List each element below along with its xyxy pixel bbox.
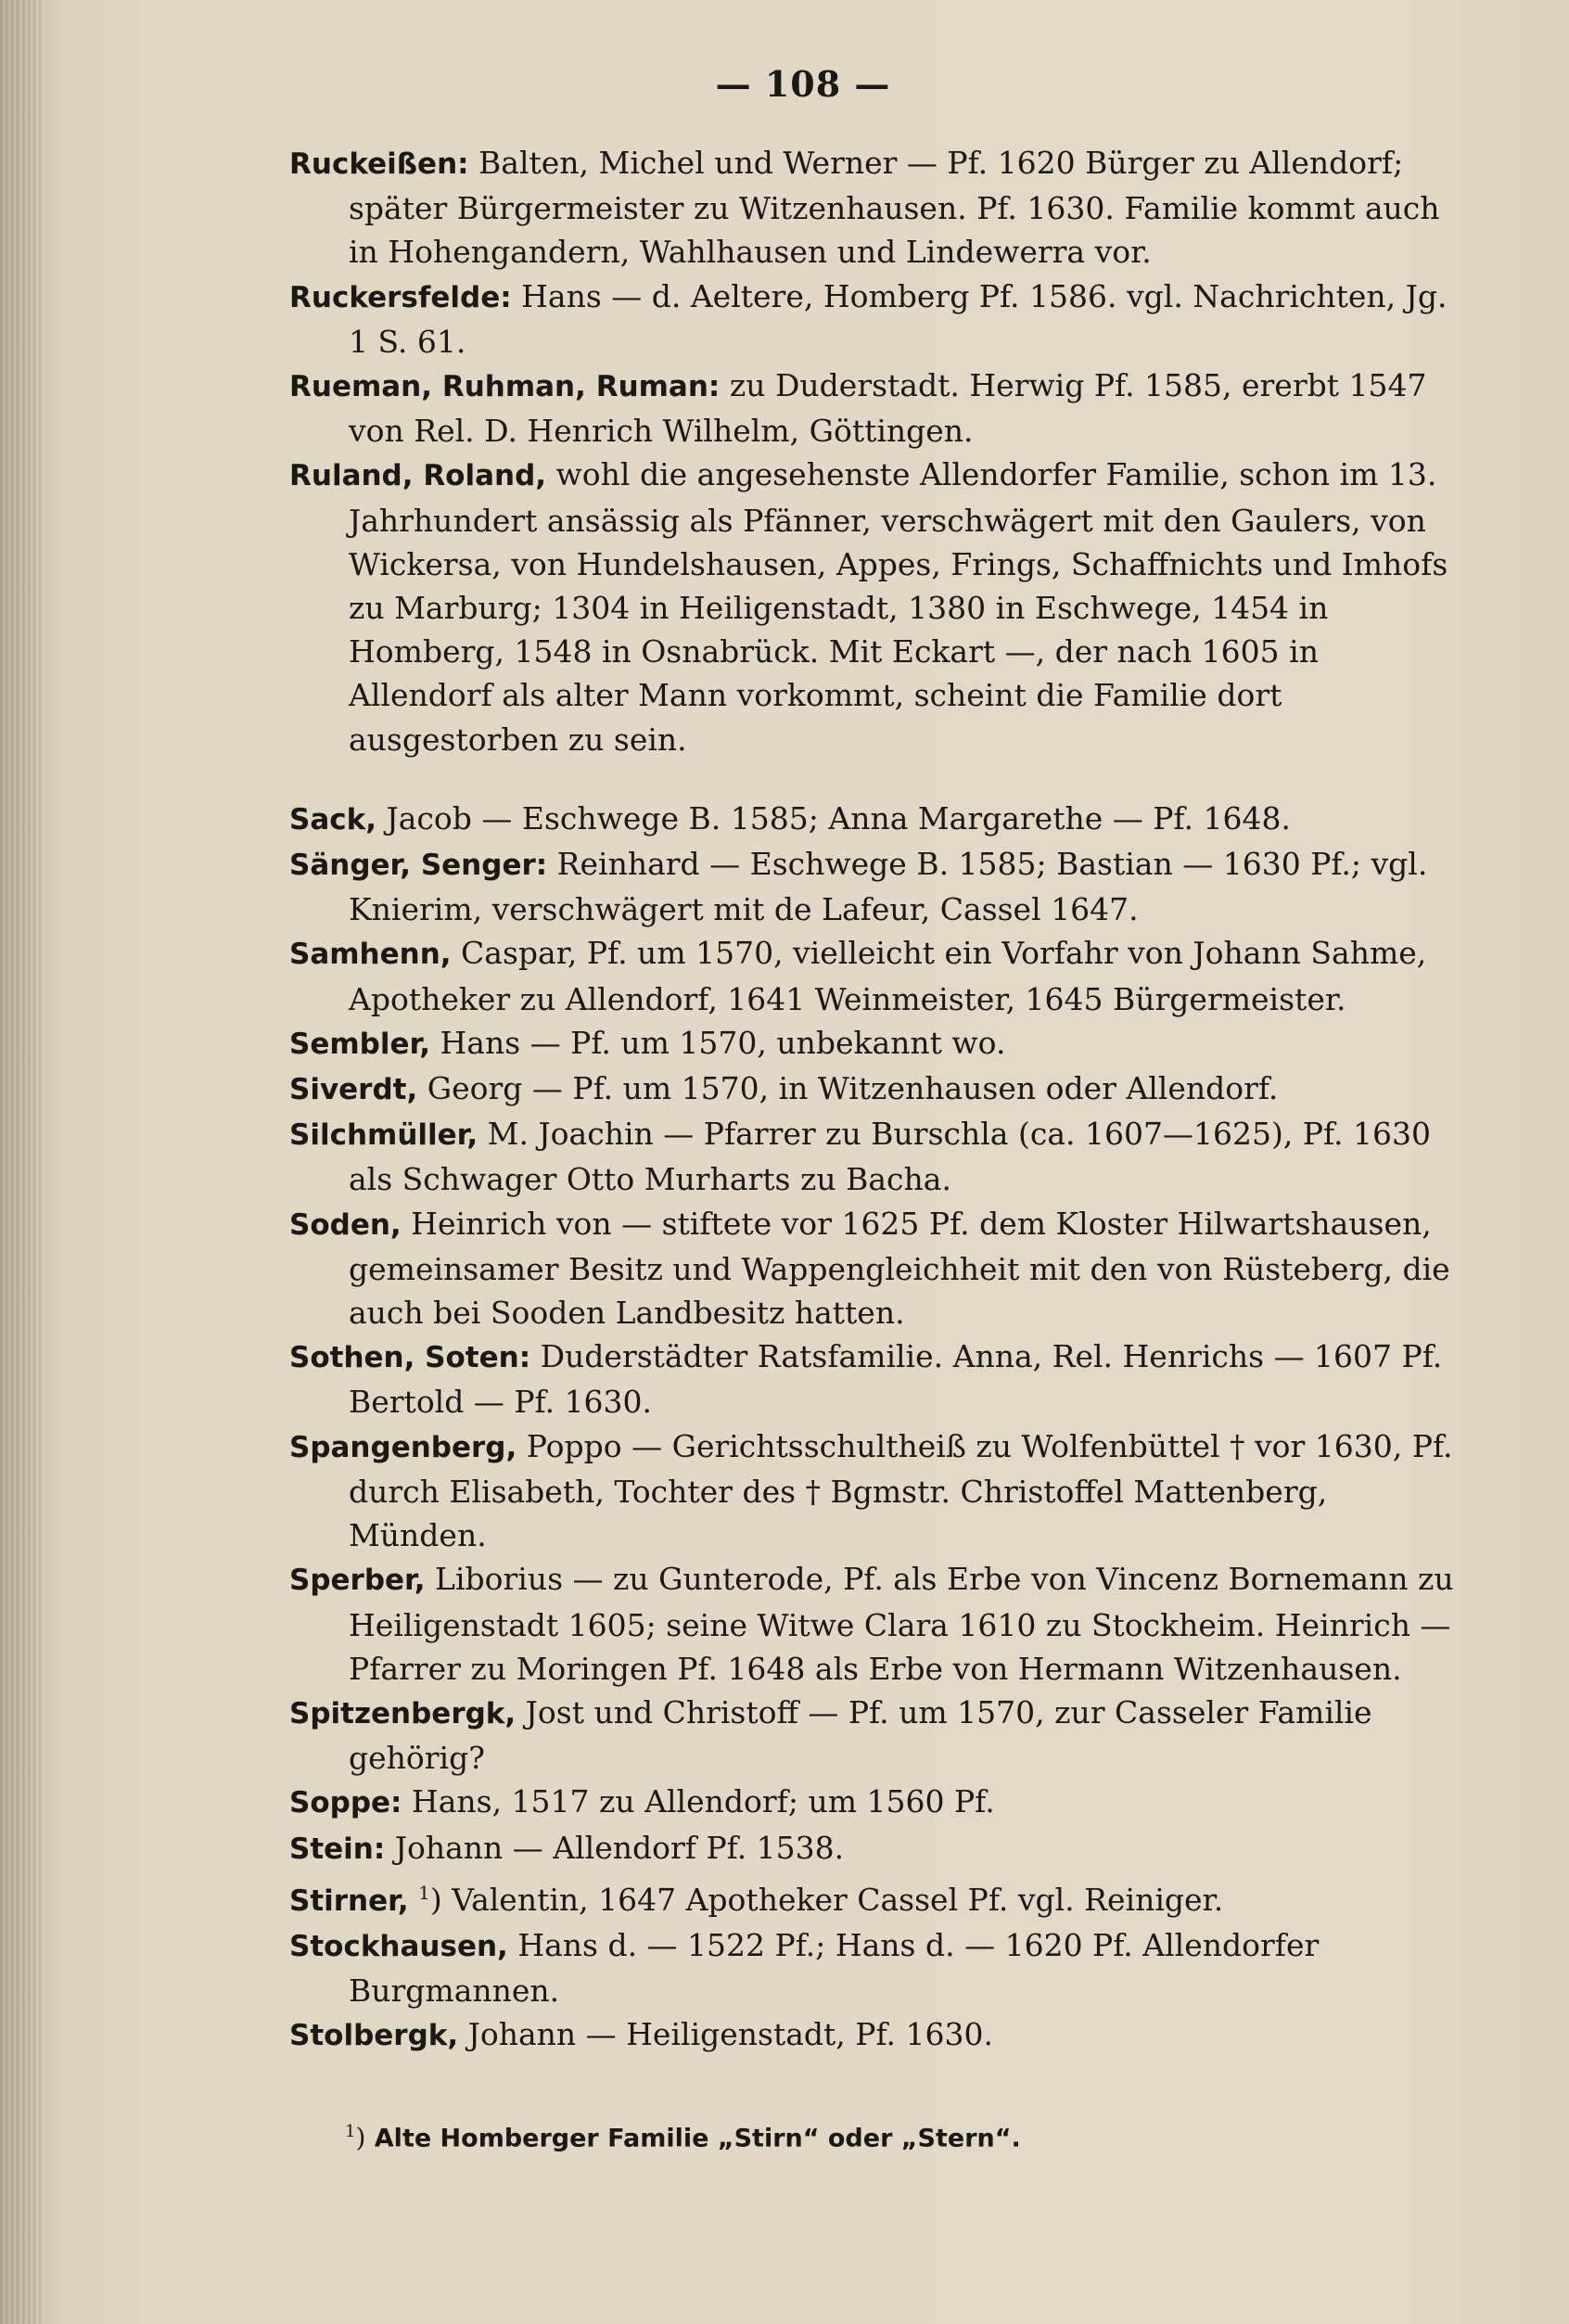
entry-body: Balten, Michel und Werner — Pf. 1620 Bürger zu Allendorf; später Bürgermeister zu Witzenhausen. Pf. 1630. Familie kommt auch in Hohengandern, Wahlhausen und Lindewerra vor.	[349, 145, 1440, 271]
entry-saenger	[289, 842, 1467, 931]
footnote-mark: 1	[345, 2122, 356, 2141]
entry-body: M. Joachin — Pfarrer zu Burschla (ca. 1607—1625), Pf. 1630 als Schwager Otto Murharts zu Bacha.	[349, 1116, 1432, 1198]
entry-body: Jacob — Eschwege B. 1585; Anna Margarethe — Pf. 1648.	[376, 799, 1291, 836]
entry-sothen	[289, 1334, 1467, 1424]
entry-stein	[289, 1826, 1467, 1871]
entry-body: Hans — Pf. um 1570, unbekannt wo.	[430, 1024, 1006, 1061]
entry-head: Ruckersfelde:	[289, 280, 512, 314]
entry-siverdt	[289, 1066, 1467, 1112]
entry-head: Stirner,	[289, 1883, 409, 1918]
footnote-text: Alte Homberger Familie „Stirn“ oder „Stern“.	[365, 2124, 1021, 2153]
entry-ruckeissen	[289, 141, 1467, 275]
entry-head: Siverdt,	[289, 1073, 418, 1107]
entry-stirner	[289, 1871, 1467, 1923]
entry-sack	[289, 797, 1467, 842]
entry-head: Samhenn,	[289, 938, 452, 972]
entry-head: Stein:	[289, 1832, 386, 1866]
entry-head: Spangenberg,	[289, 1430, 517, 1464]
entry-head: Stolbergk,	[289, 2019, 459, 2053]
entry-body: Hans — d. Aeltere, Homberg Pf. 1586. vgl. Nachrichten, Jg. 1 S. 61.	[349, 277, 1448, 360]
entry-head: Ruland, Roland,	[289, 459, 547, 493]
entry-body: Jost und Christoff — Pf. um 1570, zur Casseler Familie gehörig?	[349, 1693, 1372, 1777]
entry-rueman	[289, 364, 1467, 453]
entry-body: Duderstädter Ratsfamilie. Anna, Rel. Henrichs — 1607 Pf. Bertold — Pf. 1630.	[349, 1338, 1443, 1421]
entry-head: Soden,	[289, 1207, 402, 1242]
entry-body: Johann — Allendorf Pf. 1538.	[385, 1829, 845, 1866]
entry-head: Rueman, Ruhman, Ruman:	[289, 370, 721, 404]
entry-head: Sembler,	[289, 1027, 431, 1061]
entry-spangenberg	[289, 1424, 1467, 1558]
entry-body: Heinrich von — stiftete vor 1625 Pf. dem Kloster Hilwartshausen, gemeinsamer Besitz und Wappengleichheit mit den von Rüsteberg, die auch bei Sooden Landbesitz hatten.	[349, 1205, 1450, 1332]
entry-spitzenbergk	[289, 1691, 1467, 1780]
entry-body: zu Duderstadt. Herwig Pf. 1585, ererbt 1547 von Rel. D. Henrich Wilhelm, Göttingen.	[349, 367, 1427, 450]
entry-head: Sothen, Soten:	[289, 1341, 531, 1375]
entry-head: Sänger, Senger:	[289, 849, 548, 883]
entry-samhenn	[289, 931, 1467, 1020]
entry-soppe	[289, 1780, 1467, 1825]
entry-body: ) Valentin, 1647 Apotheker Cassel Pf. vgl. Reiniger.	[429, 1881, 1224, 1918]
entry-body: Georg — Pf. um 1570, in Witzenhausen oder Allendorf.	[417, 1070, 1279, 1107]
entry-body: Liborius — zu Gunterode, Pf. als Erbe von Vincenz Bornemann zu Heiligenstadt 1605; seine Witwe Clara 1610 zu Stockheim. Heinrich — Pfarrer zu Moringen Pf. 1648 als Erbe von Hermann Witzenhausen.	[349, 1561, 1454, 1687]
entry-body: Johann — Heiligenstadt, Pf. 1630.	[458, 2016, 993, 2053]
entry-head: Soppe:	[289, 1786, 402, 1820]
entry-ruckersfelde	[289, 275, 1467, 364]
entry-body: Hans d. — 1522 Pf.; Hans d. — 1620 Pf. Allendorfer Burgmannen.	[349, 1926, 1320, 2010]
entry-ruland	[289, 453, 1467, 760]
entry-stolbergk	[289, 2012, 1467, 2058]
entry-head: Sperber,	[289, 1564, 426, 1598]
entry-head: Silchmüller,	[289, 1118, 478, 1153]
entry-body-before	[409, 1882, 419, 1918]
entry-silchmueller	[289, 1112, 1467, 1201]
entry-body: Poppo — Gerichtsschultheiß zu Wolfenbüttel † vor 1630, Pf. durch Elisabeth, Tochter des † Bgmstr. Christoffel Mattenberg, Münden.	[349, 1427, 1453, 1554]
entry-stockhausen	[289, 1923, 1467, 2012]
entry-body: Caspar, Pf. um 1570, vielleicht ein Vorfahr von Johann Sahme, Apotheker zu Allendorf, 1641 Weinmeister, 1645 Bürgermeister.	[349, 935, 1427, 1017]
page-number: — 108 —	[715, 63, 891, 105]
entry-body: Hans, 1517 zu Allendorf; um 1560 Pf.	[402, 1783, 995, 1820]
entry-list	[289, 141, 1467, 2059]
entry-sperber	[289, 1557, 1467, 1691]
entry-head: Ruckeißen:	[289, 147, 469, 181]
entry-body: wohl die angesehenste Allendorfer Familie, schon im 13. Jahrhundert ansässig als Pfänner, verschwägert mit den Gaulers, von Wickersa, von Hundelshausen, Appes, Frings, Schaffnichts und Imhofs zu Marburg; 1304 in Heiligenstadt, 1380 in Eschwege, 1454 in Homberg, 1548 in Osnabrück. Mit Eckart —, der nach 1605 in Allendorf als alter Mann vorkommt, scheint die Familie dort ausgestorben zu sein.	[349, 456, 1448, 758]
entry-head: Sack,	[289, 802, 377, 836]
footnote	[345, 2113, 1458, 2157]
entry-soden	[289, 1202, 1467, 1335]
entry-head: Spitzenbergk,	[289, 1696, 517, 1730]
footnote-reference[interactable]: 1	[418, 1881, 430, 1904]
entry-head: Stockhausen,	[289, 1929, 508, 1963]
entry-sembler	[289, 1021, 1467, 1066]
footnote-mark-close: )	[355, 2122, 366, 2153]
entry-body: Reinhard — Eschwege B. 1585; Bastian — 1630 Pf.; vgl. Knierim, verschwägert mit de Lafeur, Cassel 1647.	[349, 846, 1428, 928]
page-binding-edge	[0, 0, 45, 2324]
